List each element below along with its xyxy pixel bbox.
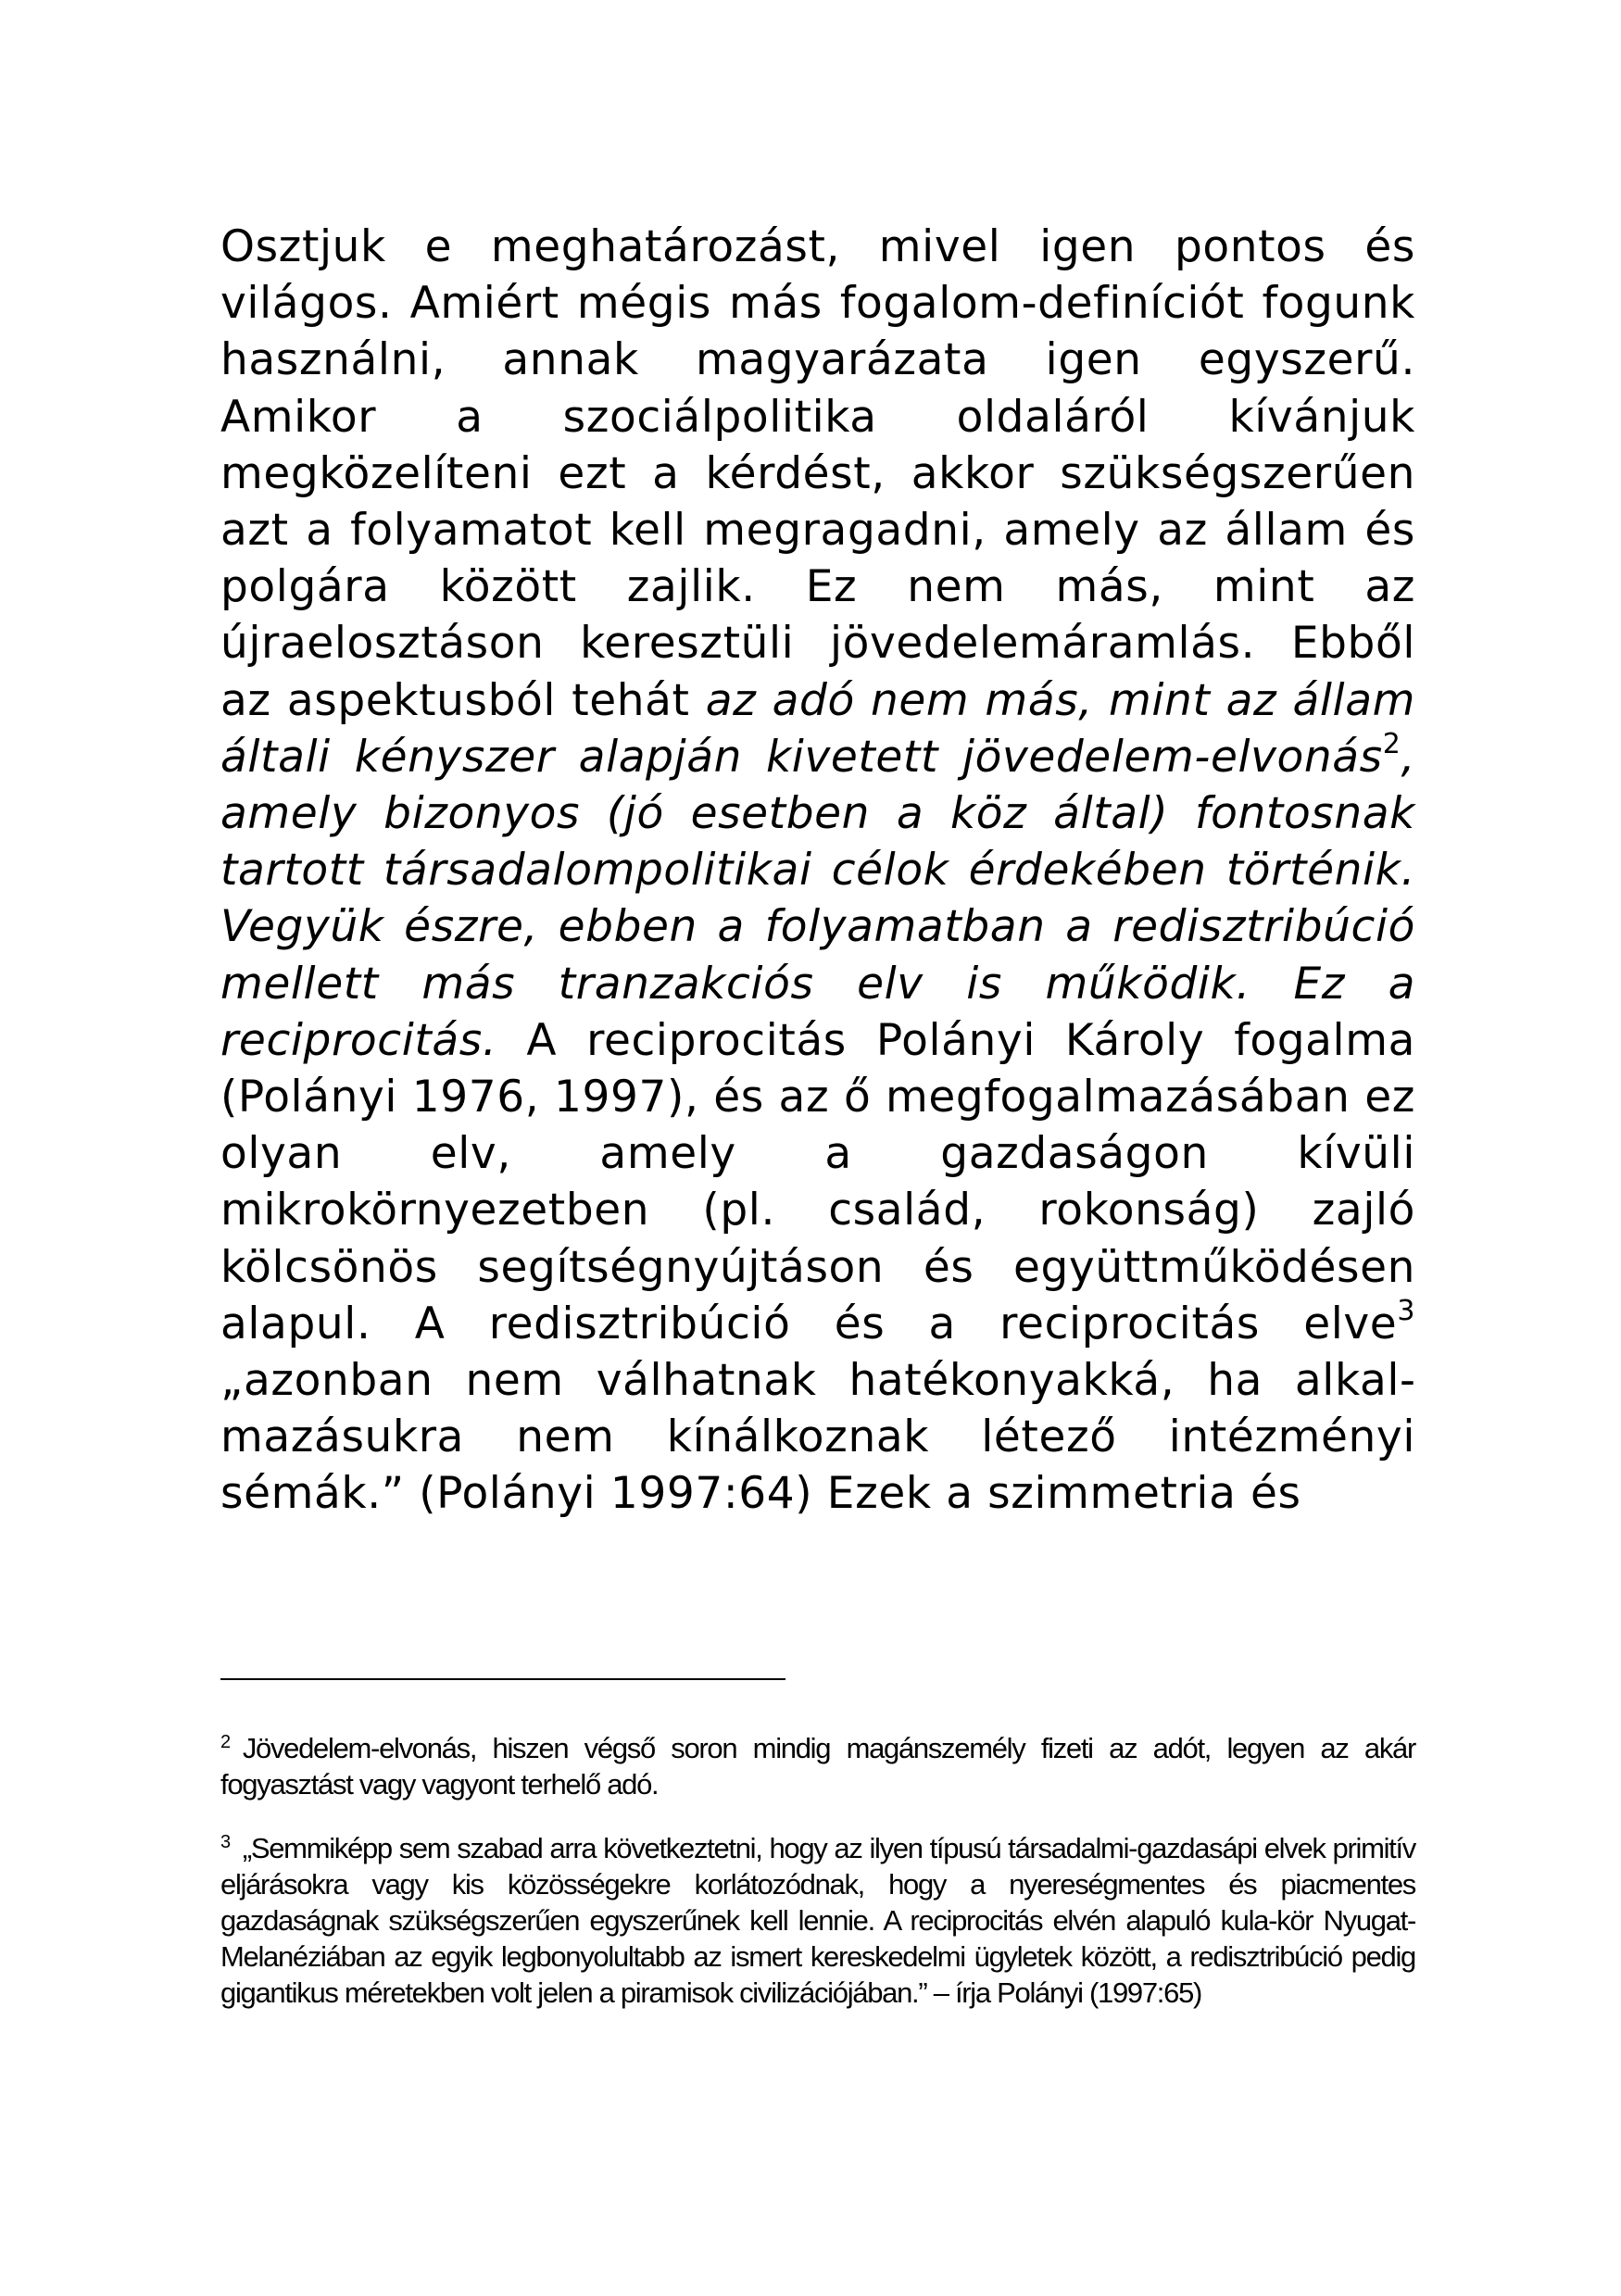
emphasized-text: , amely bizonyos (jó esetben a köz által) fontosnak tartott társadalompolitikai célok érdekében történik. Vegyük észre, ebben a folyamatban a redisztribúció mellett más tranzakciós elv is működik. Ez a reciprocitás. [220, 731, 1415, 1066]
body-paragraph [220, 219, 1415, 1523]
footnotes [220, 1730, 1415, 2039]
footnote-mark: 2 [220, 1732, 230, 1752]
footnote-ref-3[interactable]: 3 [1397, 1294, 1415, 1327]
footnote-text: „Semmiképp sem szabad arra következtetni, hogy az ilyen típusú társadalmi-gazdasápi elvek primitív eljárásokra vagy kis közösségekre korlátozódnak, hogy a nyereségmentes és piacmentes gazdaságnak szükségszerűen egyszerűnek kell lennie. A reciprocitás elvén alapuló kula-kör Nyugat-Melanéziában az egyik legbonyolultabb az ismert kereskedelmi ügyletek között, a redisztribúció pedig gigantikus méretekben volt jelen a piramisok civilizációjában.” – írja Polányi (1997:65) [220, 1832, 1415, 2009]
footnote-3 [220, 1830, 1415, 2011]
emphasized-definition: az adó nem más, mint az állam általi kényszer alapján kivetett jövedelem-elvonás [220, 674, 1415, 783]
footnote-2 [220, 1730, 1415, 1802]
body-text-run: „azonban nem válhatnak hatékonyakká, ha alkalmazásukra nem kínálkoznak létező intézményi sémák.” (Polányi 1997:64) Ezek a szimmetria és [220, 1355, 1415, 1520]
footnote-ref-2[interactable]: 2 [1382, 727, 1401, 760]
footnote-text: Jövedelem-elvonás, hiszen végső soron mindig magánszemély fizeti az adót, legyen az akár fogyasztást vagy vagyont terhelő adó. [220, 1732, 1415, 1800]
body-text-run: A reciprocitás Polányi Károly fogalma (Polányi 1976, 1997), és az ő megfogalmazásában ez olyan elv, amely a gazdaságon kívüli mikrokörnyezetben (pl. család, rokonság) zajló kölcsönös segítségnyújtáson és együttműködésen alapul. A redisztribúció és a reciprocitás elve [220, 1014, 1415, 1349]
footnote-separator [220, 1678, 785, 1680]
body-text-run: Osztjuk e meghatározást, mivel igen pontos és világos. Amiért mégis más fogalom-definíciót fogunk használni, annak magyarázata igen egyszerű. Amikor a szociálpolitika oldaláról kívánjuk megközelíteni ezt a kérdést, akkor szükségszerűen azt a folyamatot kell megragadni, amely az állam és polgára között zajlik. Ez nem más, mint az újraelosztáson keresztüli jövedelemáramlás. Ebből az aspektusból tehát [220, 221, 1415, 726]
footnote-mark: 3 [220, 1832, 230, 1852]
